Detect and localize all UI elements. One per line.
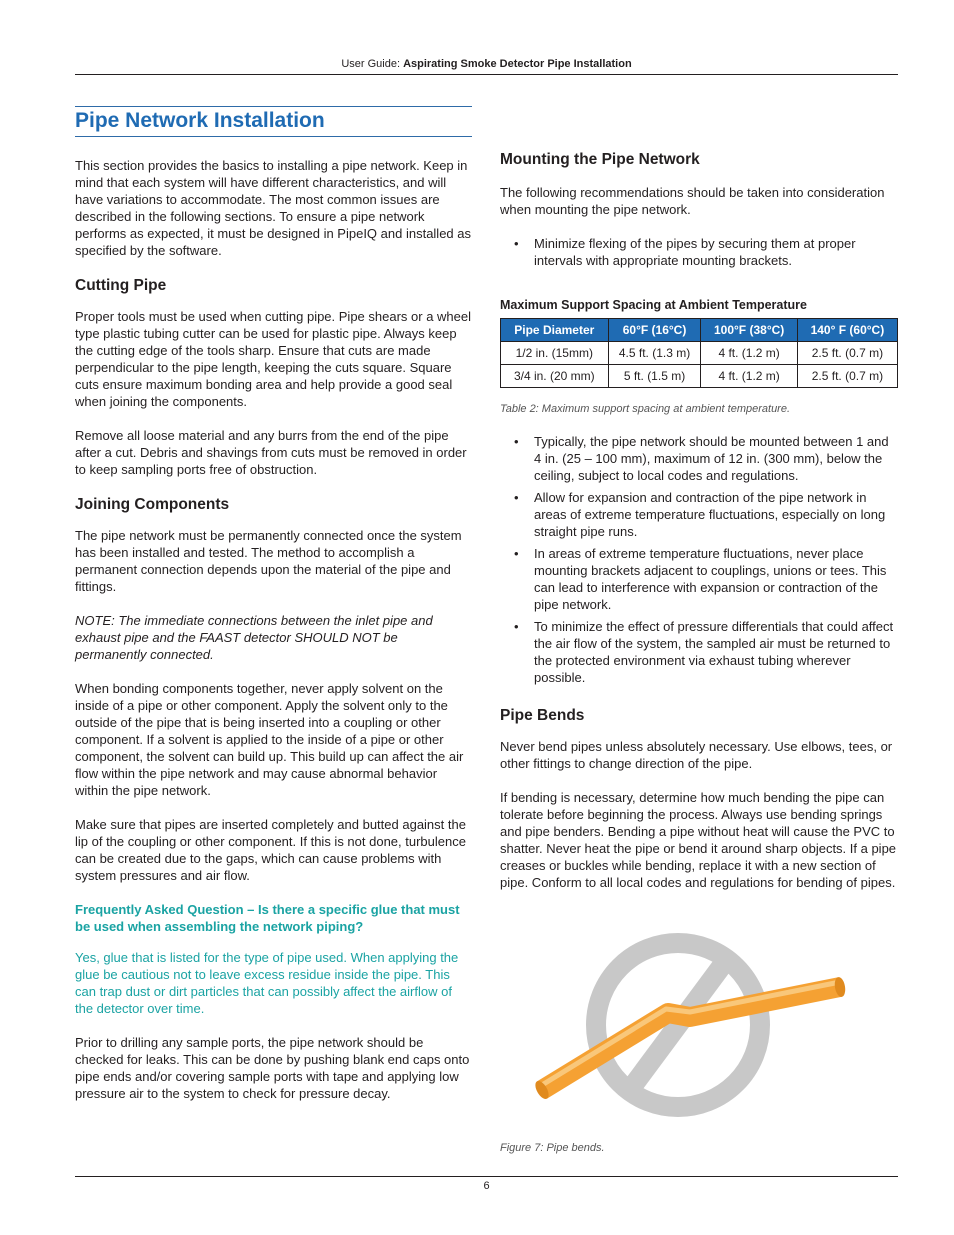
- pipe-bends-heading: Pipe Bends: [500, 707, 585, 724]
- joining-note: NOTE: The immediate connections between the inlet pipe and exhaust pipe and the FAAST detector SHOULD NOT be permanently connected.: [75, 613, 433, 662]
- pipe-bends-illustration: [530, 925, 860, 1145]
- joining-components-heading: Joining Components: [75, 496, 230, 513]
- table-header-cell: 60°F (16°C): [608, 319, 701, 342]
- bullet-icon: •: [514, 490, 519, 505]
- cutting-paragraph-1: Proper tools must be used when cutting pipe. Pipe shears or a wheel type plastic tubing cutter can be used for plastic pipe. Always keep the cutting edge of the tools sharp. Ensure that cuts are made perpendicular to the pipe length, keeping the cuts square. Square cuts ensure maximum bonding area and help provide a good seal when joining the components.: [75, 309, 472, 409]
- list-item-text: In areas of extreme temperature fluctuations, never place mounting brackets adjacent to couplings, unions or tees. This can lead to interference with expansion or contraction of the pipe network.: [534, 546, 887, 612]
- page-title: Pipe Network Installation: [75, 106, 472, 137]
- table-cell: 1/2 in. (15mm): [501, 342, 609, 365]
- footer-rule: [75, 1176, 898, 1177]
- table-title: Maximum Support Spacing at Ambient Temperature: [500, 298, 807, 312]
- support-spacing-table: [500, 318, 898, 388]
- bullet-icon: •: [514, 546, 519, 561]
- bullet-icon: •: [514, 236, 519, 251]
- joining-paragraph-2: When bonding components together, never apply solvent on the inside of a pipe or other component. Apply the solvent only to the outside of the pipe that is being inserted into a coupling or other component. If a solvent is applied to the inside of a pipe or other component, the solvent can build up. This build up can affect the air flow within the pipe network and may cause abnormal behavior within the pipe network.: [75, 681, 464, 798]
- list-item: [500, 545, 898, 613]
- pipe-bends-figure: [530, 925, 860, 1145]
- table-caption: Table 2: Maximum support spacing at ambient temperature.: [500, 403, 791, 415]
- table-cell: 5 ft. (1.5 m): [608, 365, 701, 388]
- mounting-bullet-list-1: [500, 235, 898, 269]
- bends-paragraph-2: If bending is necessary, determine how much bending the pipe can tolerate before beginning the process. Always use bending springs and pipe benders. Bending a pipe without heat will cause the PVC to shatter. Never heat the pipe or bend it around sharp objects. If a pipe creases or buckles while bending, replace it with a new section of pipe. Conform to all local codes and regulations for bending of pipes.: [500, 790, 897, 890]
- list-item: [500, 433, 898, 484]
- table-row: [501, 365, 898, 388]
- table-cell: 3/4 in. (20 mm): [501, 365, 609, 388]
- table-cell: 4 ft. (1.2 m): [701, 342, 797, 365]
- bullet-icon: •: [514, 619, 519, 634]
- joining-paragraph-1: The pipe network must be permanently connected once the system has been installed and tested. The method to accomplish a permanent connection depends upon the material of the pipe and fittings.: [75, 528, 462, 594]
- list-item-text: To minimize the effect of pressure differentials that could affect the air flow of the system, the sampled air must be returned to the protected environment via exhaust tubing wherever possible.: [534, 619, 894, 685]
- header-title: Aspirating Smoke Detector Pipe Installation: [403, 58, 632, 70]
- list-item-text: Typically, the pipe network should be mounted between 1 and 4 in. (25 – 100 mm), maximum of 12 in. (300 mm), below the ceiling, subject to local codes and regulations.: [534, 434, 889, 483]
- cutting-pipe-heading: Cutting Pipe: [75, 277, 167, 294]
- left-column: [75, 106, 472, 1102]
- table-cell: 4.5 ft. (1.3 m): [608, 342, 701, 365]
- table-header-cell: Pipe Diameter: [501, 319, 609, 342]
- right-column: [500, 150, 898, 891]
- list-item: [500, 235, 898, 269]
- list-item: [500, 618, 898, 686]
- joining-paragraph-4: Prior to drilling any sample ports, the pipe network should be checked for leaks. This can be done by pushing blank end caps onto pipe ends and/or covering sample ports with tape and applying low pressure air to the system to check for pressure decay.: [75, 1035, 470, 1101]
- table-header-row: [501, 319, 898, 342]
- figure-caption: Figure 7: Pipe bends.: [500, 1142, 605, 1154]
- list-item-text: Minimize flexing of the pipes by securing them at proper intervals with appropriate mounting brackets.: [534, 236, 856, 268]
- list-item-text: Allow for expansion and contraction of the pipe network in areas of extreme temperature fluctuations, especially on long straight pipe runs.: [534, 490, 886, 539]
- table-header-cell: 140° F (60°C): [797, 319, 897, 342]
- table-cell: 4 ft. (1.2 m): [701, 365, 797, 388]
- cutting-paragraph-2: Remove all loose material and any burrs from the end of the pipe after a cut. Debris and shavings from cuts must be removed in order to keep sampling ports free of obstruction.: [75, 428, 467, 477]
- table-cell: 2.5 ft. (0.7 m): [797, 365, 897, 388]
- mounting-bullet-list-2: [500, 433, 898, 686]
- joining-paragraph-3: Make sure that pipes are inserted completely and butted against the lip of the coupling or other component. If this is not done, turbulence can be created due to the gaps, which can cause problems with system pressures and air flow.: [75, 817, 466, 883]
- table-header-cell: 100°F (38°C): [701, 319, 797, 342]
- running-header: [75, 58, 898, 70]
- header-rule: [75, 74, 898, 75]
- page-number: 6: [483, 1180, 490, 1192]
- faq-question: Frequently Asked Question – Is there a specific glue that must be used when assembling the network piping?: [75, 902, 460, 934]
- mounting-paragraph-1: The following recommendations should be taken into consideration when mounting the pipe network.: [500, 185, 885, 217]
- list-item: [500, 489, 898, 540]
- table-cell: 2.5 ft. (0.7 m): [797, 342, 897, 365]
- bullet-icon: •: [514, 434, 519, 449]
- mounting-heading: Mounting the Pipe Network: [500, 151, 700, 168]
- header-prefix: User Guide:: [341, 58, 404, 70]
- bends-paragraph-1: Never bend pipes unless absolutely necessary. Use elbows, tees, or other fittings to change direction of the pipe.: [500, 739, 893, 771]
- intro-paragraph: This section provides the basics to installing a pipe network. Keep in mind that each system will have different characteristics, and will have variations to accommodate. The most common issues are described in the following sections. To ensure a pipe network performs as expected, it must be designed in PipeIQ and installed as specified by the software.: [75, 158, 471, 258]
- faq-answer: Yes, glue that is listed for the type of pipe used. When applying the glue be cautious not to leave excess residue inside the pipe. This can trap dust or dirt particles that can possibly affect the airflow of the detector over time.: [75, 950, 459, 1016]
- table-row: [501, 342, 898, 365]
